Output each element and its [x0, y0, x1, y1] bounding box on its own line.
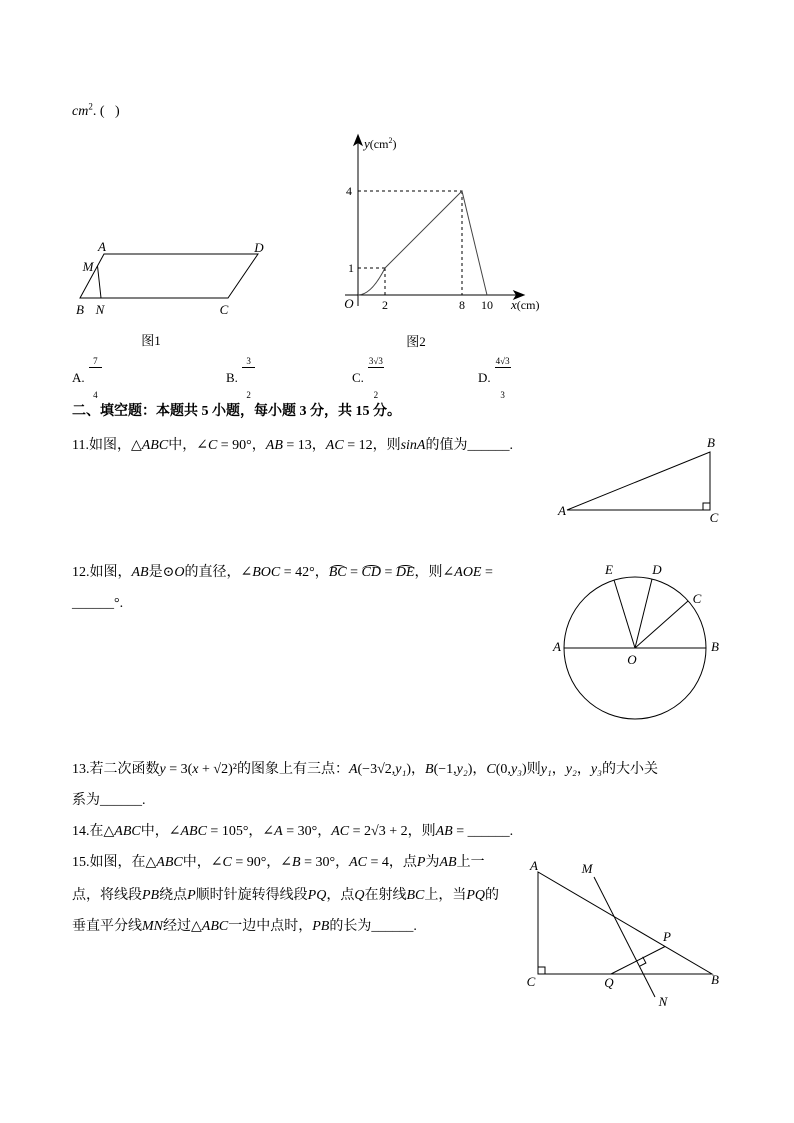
label-b: B — [711, 972, 719, 987]
label-a: A — [98, 239, 106, 254]
q-math-seg: x — [192, 762, 199, 777]
q-math-seg: O — [174, 565, 185, 580]
radius-oc — [635, 601, 688, 648]
q-text-seg: 13.若二次函数 — [72, 762, 160, 777]
q15-triangle-figure — [538, 872, 712, 997]
q-math-seg: P — [416, 855, 426, 870]
q-text-seg: )则 — [522, 762, 541, 777]
q-math-seg: y₁ — [395, 762, 407, 777]
q-text-seg: 14.在△ — [72, 824, 115, 839]
label-a: A — [530, 858, 538, 873]
q-text-seg: = 90°，∠ — [231, 855, 293, 870]
fraction-numerator: 4√3 — [495, 355, 510, 366]
label-o: O — [627, 652, 637, 667]
q-math-seg: ABC — [180, 824, 207, 839]
graph-line-segments — [385, 191, 487, 295]
q-text-seg: 点，将线段 — [72, 888, 142, 903]
q-text-seg: )， — [467, 762, 487, 777]
q-text-seg: = 42°， — [280, 565, 329, 580]
figure-1-parallelogram — [80, 254, 258, 298]
label-n: N — [658, 994, 668, 1009]
label-p: P — [663, 929, 671, 944]
x-axis-unit: (cm) — [516, 298, 540, 312]
q-text-seg: = 3( — [165, 762, 193, 777]
q-math-seg: C — [486, 762, 496, 777]
question-13-line-2: 系为______. — [72, 793, 146, 808]
q-math-seg: ABC — [114, 824, 141, 839]
right-angle-mark — [703, 503, 710, 510]
answer-bracket: . ( ) — [92, 104, 120, 119]
triangle-abc — [538, 872, 712, 974]
q-text-seg: 的长为______. — [329, 919, 417, 934]
origin-label: O — [344, 296, 354, 311]
q-text-seg: = — [346, 565, 362, 580]
label-a: A — [558, 503, 566, 518]
q-math-seg: MN — [142, 919, 163, 934]
q-text-seg: )， — [406, 762, 426, 777]
x-tick-label: 2 — [382, 298, 388, 312]
q-text-seg: 的 — [485, 888, 500, 903]
q-math-seg: ABC — [141, 438, 169, 453]
fraction-numerator: 3 — [242, 356, 256, 368]
q-math-seg: AC — [331, 824, 350, 839]
question-12-line-2: ______°. — [72, 596, 124, 611]
q-math-seg: AC — [349, 855, 367, 870]
q-text-seg: = 2√3 + 2，则 — [349, 824, 436, 839]
q-text-seg: (0, — [495, 762, 511, 777]
q12-circle-figure — [564, 577, 706, 719]
label-n: N — [95, 302, 105, 317]
q-math-seg: Q — [354, 888, 365, 903]
q-math-seg: BC — [406, 888, 425, 903]
x-axis-label — [510, 297, 539, 312]
label-m: M — [581, 861, 593, 876]
q-math-seg: AB — [435, 824, 453, 839]
y-tick-label: 1 — [348, 261, 354, 275]
q-math-seg: C — [222, 855, 232, 870]
y-tick-label: 4 — [346, 184, 352, 198]
q-math-seg: B — [425, 762, 434, 777]
q-math-seg: A — [274, 824, 283, 839]
q-math-seg: AB — [131, 565, 149, 580]
q-text-seg: 的图象上有三点： — [236, 762, 349, 777]
option-letter: B. — [226, 370, 238, 385]
section-title: 二、填空题：本题共 5 小题，每小题 3 分，共 15 分。 — [72, 404, 401, 419]
q-text-seg: ，点 — [326, 888, 355, 903]
q-math-seg: AB — [439, 855, 457, 870]
q-text-seg: 经过△ — [163, 919, 202, 934]
q-text-seg: = 13， — [282, 438, 326, 453]
line-mn — [594, 877, 655, 997]
option-letter: A. — [72, 370, 85, 385]
q-text-seg: = 90°， — [217, 438, 266, 453]
arc-bc: BC — [328, 565, 347, 580]
q-text-seg: = 4，点 — [367, 855, 417, 870]
q-math-seg: B — [292, 855, 301, 870]
q-text-seg: ， — [576, 762, 591, 777]
label-c: C — [709, 510, 719, 525]
q-math-seg: PB — [312, 919, 330, 934]
q-text-seg: 一边中点时， — [228, 919, 313, 934]
label-m: M — [82, 259, 94, 274]
y-axis-unit-close: ) — [392, 137, 397, 151]
q-text-seg: 的直径，∠ — [184, 565, 253, 580]
fraction-denominator: 3 — [500, 389, 505, 400]
q-text-seg: 绕点 — [159, 888, 188, 903]
q-math-seg: y₁ — [540, 762, 552, 777]
option-letter: C. — [352, 370, 364, 385]
q-text-seg: 上一 — [456, 855, 485, 870]
unit-exponent: 2 — [88, 101, 93, 112]
figure-2-graph — [345, 135, 524, 306]
q-text-seg: 顺时针旋转得线段 — [195, 888, 308, 903]
q-math-seg: AB — [265, 438, 283, 453]
q-text-seg: 是⊙ — [148, 565, 175, 580]
q-math-seg: AC — [325, 438, 344, 453]
q-math-seg: ABC — [201, 919, 229, 934]
q-math-seg: ABC — [156, 855, 183, 870]
option-letter: D. — [478, 370, 491, 385]
q-math-seg: y₂ — [456, 762, 468, 777]
q-text-seg: = ______. — [452, 824, 514, 839]
q-text-seg: 中，∠ — [182, 855, 223, 870]
q-text-seg: 在射线 — [364, 888, 407, 903]
q-math-seg: y₃ — [590, 762, 602, 777]
label-c: C — [692, 591, 702, 606]
label-c: C — [526, 974, 536, 989]
q-text-seg: (−1, — [433, 762, 457, 777]
figure-2-caption: 图2 — [406, 334, 426, 349]
arc-de: DE — [395, 565, 415, 580]
q-text-seg: = 12，则 — [343, 438, 401, 453]
q-text-seg: = — [481, 565, 493, 580]
x-axis-var: x — [511, 297, 517, 312]
label-d: D — [652, 562, 662, 577]
graph-curve-segment — [358, 268, 385, 295]
q-text-seg: = 30°， — [282, 824, 332, 839]
radius-oe — [614, 580, 635, 648]
q-math-seg: C — [207, 438, 218, 453]
fraction-numerator: 7 — [89, 356, 103, 368]
q-math-seg: y₂ — [565, 762, 577, 777]
x-tick-label: 10 — [481, 298, 493, 312]
label-b: B — [76, 302, 84, 317]
q-text-seg: ， — [551, 762, 566, 777]
q-math-seg: BOC — [252, 565, 281, 580]
q-math-seg: sinA — [400, 438, 426, 453]
q-math-seg: PB — [142, 888, 160, 903]
q-text-seg: ，则∠ — [414, 565, 455, 580]
label-q: Q — [604, 975, 614, 990]
q-text-seg: 中，∠ — [168, 438, 208, 453]
q-math-seg: y₃ — [510, 762, 523, 777]
q-text-seg: (−3√2, — [357, 762, 396, 777]
q-text-seg: 12.如图， — [72, 565, 132, 580]
q-text-seg: = 105°，∠ — [206, 824, 275, 839]
q-text-seg: = — [380, 565, 396, 580]
q-math-seg: A — [348, 762, 358, 777]
q-text-seg: 的大小关 — [601, 762, 658, 777]
y-axis-unit-exponent: 2 — [388, 136, 393, 145]
y-axis-label — [362, 136, 396, 151]
segment-pq — [611, 947, 665, 975]
fraction-numerator: 3√3 — [368, 355, 383, 366]
q-math-seg: AOE — [454, 565, 482, 580]
fraction-denominator: 4 — [93, 389, 98, 400]
right-angle-mark-c — [538, 967, 545, 974]
fraction-denominator: 2 — [373, 389, 379, 400]
x-tick-label: 8 — [459, 298, 465, 312]
q-text-seg: 上，当 — [424, 888, 467, 903]
q-math-seg: P — [187, 888, 196, 903]
radius-od — [635, 579, 652, 648]
triangle-abc — [567, 452, 710, 510]
q-math-seg: PQ — [307, 888, 327, 903]
figure-1-caption: 图1 — [141, 333, 161, 348]
label-d: D — [254, 240, 264, 255]
fraction-denominator: 2 — [246, 389, 251, 400]
unit-cm: cm — [72, 104, 89, 119]
q-math-seg: PQ — [466, 888, 486, 903]
q-text-seg: 11.如图，△ — [72, 438, 142, 453]
q-text-seg: = 30°， — [300, 855, 350, 870]
label-c: C — [219, 302, 229, 317]
arc-cd: CD — [361, 565, 381, 580]
q-text-seg: 15.如图，在△ — [72, 855, 157, 870]
label-a: A — [553, 639, 561, 654]
label-b: B — [707, 435, 715, 450]
q-text-seg: 的值为______. — [425, 438, 513, 453]
q-math-seg: y — [159, 762, 166, 777]
parallelogram-abcd — [80, 254, 258, 298]
label-e: E — [605, 562, 613, 577]
label-b: B — [711, 639, 719, 654]
q11-triangle-figure — [567, 452, 710, 510]
y-axis-unit: (cm — [369, 137, 389, 151]
q-text-seg: 垂直平分线 — [72, 919, 142, 934]
q-text-seg: + √2)² — [198, 762, 237, 777]
y-axis-var: y — [364, 136, 370, 151]
segment-mn — [98, 266, 102, 298]
q-text-seg: 为 — [425, 855, 440, 870]
q-text-seg: 中，∠ — [140, 824, 181, 839]
